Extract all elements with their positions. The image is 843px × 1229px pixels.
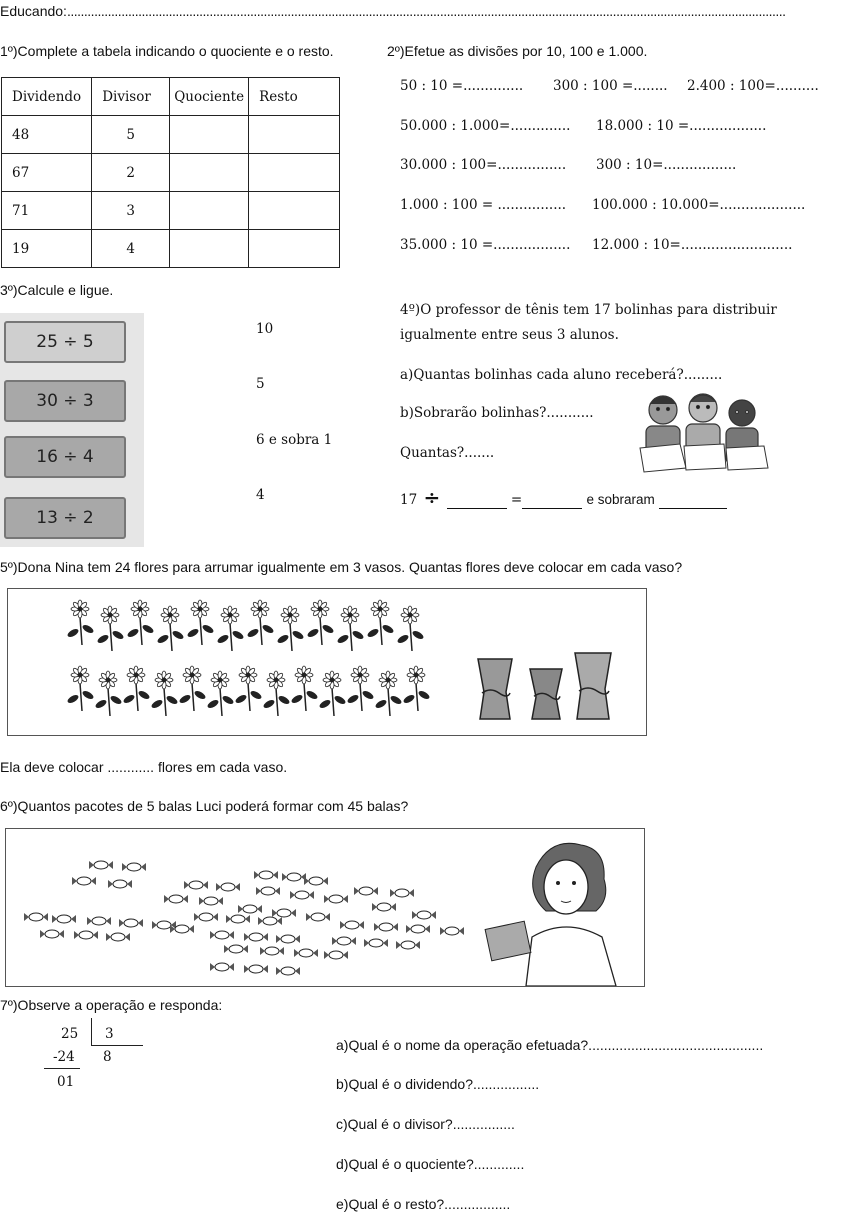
candy-icon xyxy=(364,939,388,947)
candy-icon xyxy=(199,897,223,905)
candy-icon xyxy=(122,863,146,871)
eq-equals: = xyxy=(510,492,523,508)
candy-icon xyxy=(290,891,314,899)
cell-divisor: 3 xyxy=(92,192,170,230)
flower-icon xyxy=(66,666,94,711)
cell-quociente[interactable] xyxy=(170,230,249,268)
q3-title: 3º)Calcule e ligue. xyxy=(0,282,114,298)
candy-icon xyxy=(406,925,430,933)
flower-icon xyxy=(290,666,318,711)
cell-divisor: 2 xyxy=(92,154,170,192)
candy-icon xyxy=(332,937,356,945)
header-resto: Resto xyxy=(249,78,340,116)
flower-icon xyxy=(96,606,124,651)
vase-icon xyxy=(575,653,611,719)
candy-icon xyxy=(272,909,296,917)
candy-icon xyxy=(224,945,248,953)
q7-question-e: e)Qual é o resto?................. xyxy=(336,1196,511,1212)
cell-resto[interactable] xyxy=(249,116,340,154)
cell-quociente[interactable] xyxy=(170,192,249,230)
candy-icon xyxy=(260,947,284,955)
candy-icon xyxy=(440,927,464,935)
flower-icon xyxy=(306,600,334,645)
flowers-picture xyxy=(7,588,647,736)
candy-icon xyxy=(294,949,318,957)
answer-option[interactable]: 4 xyxy=(256,487,265,503)
flower-icon xyxy=(276,606,304,651)
candy-icon xyxy=(52,915,76,923)
candy-icon xyxy=(89,861,113,869)
algo-sub-line xyxy=(44,1068,80,1069)
flower-icon xyxy=(178,666,206,711)
eq-blank-remainder[interactable] xyxy=(659,508,727,509)
q7-question-c: c)Qual é o divisor?................ xyxy=(336,1116,515,1132)
q4-equation xyxy=(400,485,727,509)
flower-icon xyxy=(66,600,94,645)
flower-icon xyxy=(346,666,374,711)
q2-item: 50.000 : 1.000=.............. xyxy=(400,118,571,134)
expression-card xyxy=(0,313,144,547)
flower-icon xyxy=(206,671,234,716)
q2-item: 300 : 10=................. xyxy=(596,157,737,173)
candy-icon xyxy=(282,873,306,881)
answer-option[interactable]: 6 e sobra 1 xyxy=(256,432,333,448)
candy-icon xyxy=(244,965,268,973)
cell-dividendo: 71 xyxy=(2,192,92,230)
cell-divisor: 5 xyxy=(92,116,170,154)
candy-icon xyxy=(276,935,300,943)
expression-box[interactable]: 25 ÷ 5 xyxy=(4,321,126,363)
students-illustration xyxy=(636,388,770,476)
candies-picture xyxy=(5,828,645,987)
candy-icon xyxy=(119,919,143,927)
q4-title-line2: igualmente entre seus 3 alunos. xyxy=(400,327,619,343)
q2-item: 1.000 : 100 = ................ xyxy=(400,197,567,213)
q4-quantas: Quantas?....... xyxy=(400,445,495,461)
table-row xyxy=(2,230,340,268)
candy-icon xyxy=(108,880,132,888)
divide-icon: ÷ xyxy=(423,485,441,509)
candy-icon xyxy=(40,930,64,938)
flower-icon xyxy=(318,671,346,716)
flower-icon xyxy=(122,666,150,711)
candy-icon xyxy=(74,931,98,939)
candy-icon xyxy=(24,913,48,921)
flower-icon xyxy=(186,600,214,645)
candy-icon xyxy=(276,967,300,975)
algo-remainder: 01 xyxy=(57,1074,75,1090)
q2-item: 35.000 : 10 =.................. xyxy=(400,237,571,253)
educando-label: Educando: xyxy=(0,3,67,19)
cell-quociente[interactable] xyxy=(170,154,249,192)
flower-icon xyxy=(150,671,178,716)
flower-icon xyxy=(262,671,290,716)
candy-icon xyxy=(354,887,378,895)
q6-title: 6º)Quantos pacotes de 5 balas Luci poderá formar com 45 balas? xyxy=(0,798,409,814)
expression-box[interactable]: 30 ÷ 3 xyxy=(4,380,126,422)
candy-icon xyxy=(412,911,436,919)
educando-dots: .................................................................................................................................................................................................................... xyxy=(66,3,786,19)
flower-icon xyxy=(234,666,262,711)
q5-title: 5º)Dona Nina tem 24 flores para arrumar igualmente em 3 vasos. Quantas flores deve colocar em cada vaso? xyxy=(0,559,683,575)
q5-answer: Ela deve colocar ............ flores em cada vaso. xyxy=(0,759,288,775)
candy-icon xyxy=(72,877,96,885)
table-header-row xyxy=(2,78,340,116)
candy-icon xyxy=(87,917,111,925)
cell-quociente[interactable] xyxy=(170,116,249,154)
cell-resto[interactable] xyxy=(249,192,340,230)
eq-blank-divisor[interactable] xyxy=(447,508,507,509)
table-row xyxy=(2,116,340,154)
q2-item: 30.000 : 100=................ xyxy=(400,157,567,173)
flower-icon xyxy=(126,600,154,645)
vase-icon xyxy=(478,659,512,719)
candy-icon xyxy=(396,941,420,949)
candy-icon xyxy=(210,931,234,939)
candy-icon xyxy=(194,913,218,921)
eq-sobraram: e sobraram xyxy=(586,492,655,507)
candy-icon xyxy=(254,871,278,879)
candy-icon xyxy=(324,951,348,959)
q2-item: 100.000 : 10.000=.................... xyxy=(592,197,806,213)
q1-title: 1º)Complete a tabela indicando o quociente e o resto. xyxy=(0,43,334,59)
educando-line xyxy=(0,3,786,19)
table-row xyxy=(2,154,340,192)
flower-icon xyxy=(374,671,402,716)
cell-resto[interactable] xyxy=(249,230,340,268)
candy-icon xyxy=(164,895,188,903)
vase-icon xyxy=(530,669,562,719)
q2-item: 2.400 : 100=.......... xyxy=(687,78,819,94)
flower-icon xyxy=(216,606,244,651)
q7-title: 7º)Observe a operação e responda: xyxy=(0,997,223,1013)
candy-icon xyxy=(372,903,396,911)
q4-title-line1: 4º)O professor de tênis tem 17 bolinhas para distribuir xyxy=(400,302,777,318)
q4-question-b: b)Sobrarão bolinhas?........... xyxy=(400,405,594,421)
eq-blank-quotient[interactable] xyxy=(522,508,582,509)
cell-resto[interactable] xyxy=(249,154,340,192)
candy-icon xyxy=(226,915,250,923)
candy-icon xyxy=(306,913,330,921)
table-row xyxy=(2,192,340,230)
q7-question-b: b)Qual é o dividendo?................. xyxy=(336,1076,540,1092)
header-divisor: Divisor xyxy=(92,78,170,116)
candy-icon xyxy=(238,905,262,913)
flower-icon xyxy=(156,606,184,651)
cell-dividendo: 67 xyxy=(2,154,92,192)
candy-icon xyxy=(324,895,348,903)
q1-table xyxy=(1,77,340,268)
algo-horizontal-line xyxy=(91,1045,143,1046)
q2-item: 12.000 : 10=.......................... xyxy=(592,237,793,253)
flower-icon xyxy=(366,600,394,645)
q7-question-a: a)Qual é o nome da operação efetuada?............................................. xyxy=(336,1037,764,1053)
flower-icon xyxy=(336,606,364,651)
algo-vertical-line xyxy=(91,1018,92,1046)
expression-box[interactable]: 16 ÷ 4 xyxy=(4,436,126,478)
candy-icon xyxy=(256,887,280,895)
answer-option[interactable]: 10 xyxy=(256,321,274,337)
candy-icon xyxy=(244,933,268,941)
header-dividendo: Dividendo xyxy=(2,78,92,116)
flower-icon xyxy=(396,606,424,651)
answer-option[interactable]: 5 xyxy=(256,376,265,392)
algo-subtraction: -24 xyxy=(53,1049,75,1065)
candy-icon xyxy=(258,917,282,925)
q2-item: 18.000 : 10 =.................. xyxy=(596,118,767,134)
flower-icon xyxy=(94,671,122,716)
algo-divisor: 3 xyxy=(105,1026,114,1042)
cell-divisor: 4 xyxy=(92,230,170,268)
cell-dividendo: 19 xyxy=(2,230,92,268)
q7-question-d: d)Qual é o quociente?............. xyxy=(336,1156,525,1172)
expression-box[interactable]: 13 ÷ 2 xyxy=(4,497,126,539)
flower-icon xyxy=(402,666,430,711)
q4-question-a: a)Quantas bolinhas cada aluno receberá?......... xyxy=(400,367,723,383)
flowers-svg xyxy=(8,589,646,735)
candy-icon xyxy=(374,923,398,931)
header-quociente: Quociente xyxy=(170,78,249,116)
candy-icon xyxy=(390,889,414,897)
q2-item: 300 : 100 =........ xyxy=(553,78,668,94)
eq-dividend: 17 xyxy=(400,492,418,508)
girl-illustration xyxy=(485,843,616,986)
candy-icon xyxy=(340,921,364,929)
candies-svg xyxy=(6,829,644,986)
candy-icon xyxy=(210,963,234,971)
cell-dividendo: 48 xyxy=(2,116,92,154)
q2-title: 2º)Efetue as divisões por 10, 100 e 1.000. xyxy=(387,43,648,59)
candy-icon xyxy=(106,933,130,941)
flower-icon xyxy=(246,600,274,645)
candy-icon xyxy=(216,883,240,891)
candy-icon xyxy=(184,881,208,889)
q2-item: 50 : 10 =.............. xyxy=(400,78,524,94)
algo-dividend: 25 xyxy=(61,1026,79,1042)
algo-quotient: 8 xyxy=(103,1049,112,1065)
candy-icon xyxy=(304,877,328,885)
